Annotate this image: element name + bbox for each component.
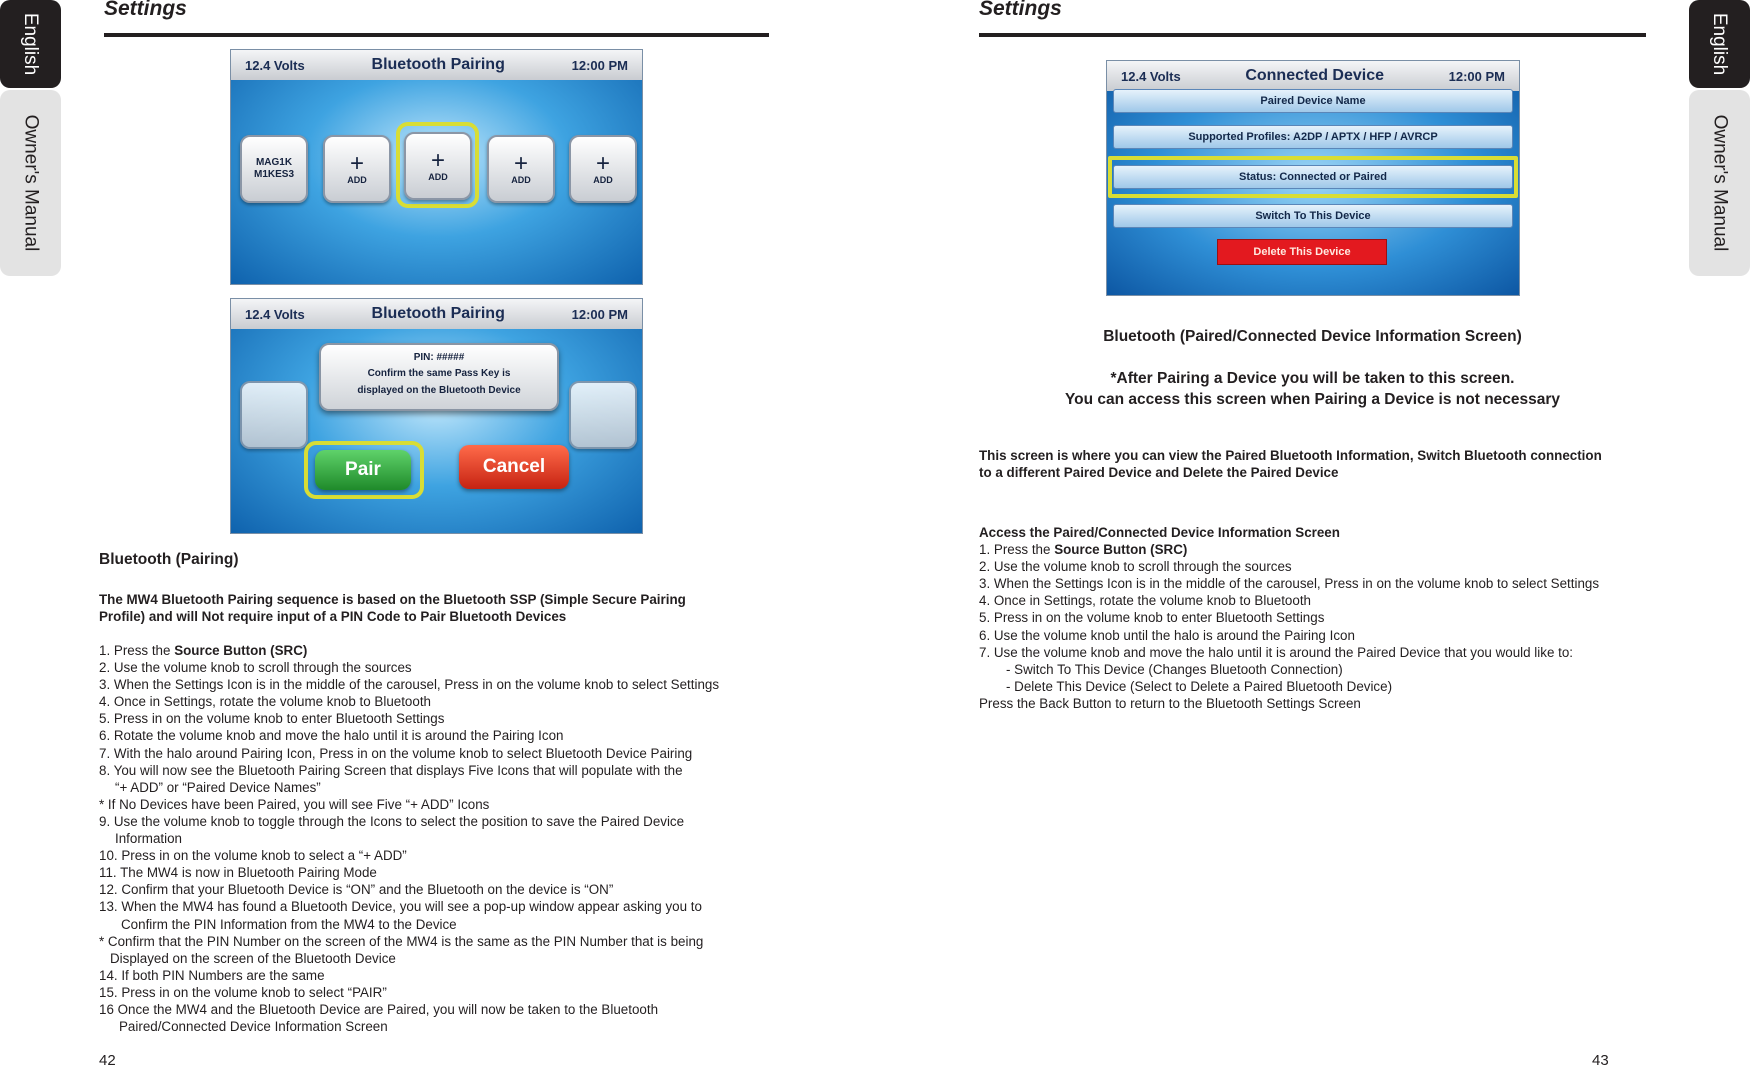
right-caption: Bluetooth (Paired/Connected Device Information Screen): [1103, 328, 1522, 345]
description-line: This screen is where you can view the Paired Bluetooth Information, Switch Bluetooth connection: [979, 448, 1602, 463]
add-device-tile[interactable]: [323, 135, 391, 203]
intro-line: The MW4 Bluetooth Pairing sequence is based on the Bluetooth SSP (Simple Secure Pairing: [99, 592, 686, 607]
left-intro: [99, 591, 686, 625]
step-line: - Delete This Device (Select to Delete a Paired Bluetooth Device): [1006, 678, 1393, 694]
tab-owners-manual-right[interactable]: [1689, 90, 1750, 276]
add-device-tile[interactable]: [487, 135, 555, 203]
right-note-line1: *After Pairing a Device you will be taken to this screen.: [1110, 370, 1515, 387]
clock-readout: 12:00 PM: [571, 57, 628, 73]
step-line: 15. Press in on the volume knob to select “PAIR”: [99, 984, 387, 1000]
step-line: 5. Press in on the volume knob to enter Bluetooth Settings: [99, 711, 445, 727]
step-line: Displayed on the screen of the Bluetooth Device: [110, 950, 396, 966]
tab-owners-manual-label: Owner's Manual: [20, 114, 42, 252]
pin-code: PIN: #####: [413, 352, 465, 363]
supported-profiles-row[interactable]: Supported Profiles: A2DP / APTX / HFP / AVRCP: [1113, 125, 1513, 149]
step-line: 14. If both PIN Numbers are the same: [99, 967, 325, 983]
step-line: 11. The MW4 is now in Bluetooth Pairing Mode: [99, 865, 377, 881]
delete-device-button[interactable]: Delete This Device: [1217, 239, 1387, 265]
step-line: 9. Use the volume knob to toggle through the Icons to select the position to save the Paired Device: [99, 813, 685, 829]
pair-button[interactable]: Pair: [315, 450, 411, 490]
screen-header: [231, 299, 642, 329]
tab-owners-manual-left[interactable]: [0, 90, 61, 276]
add-label: ADD: [347, 175, 367, 185]
left-steps: [99, 642, 719, 1035]
step-line: 5. Press in on the volume knob to enter Bluetooth Settings: [979, 610, 1325, 626]
add-device-tile[interactable]: [569, 135, 637, 203]
plus-icon: +: [513, 150, 528, 177]
add-label: ADD: [511, 175, 531, 185]
step-line: 4. Once in Settings, rotate the volume knob to Bluetooth: [99, 694, 431, 710]
step-line: 12. Confirm that your Bluetooth Device is “ON” and the Bluetooth on the device is “ON”: [99, 882, 614, 898]
tab-english-label: English: [1709, 12, 1731, 76]
bluetooth-pin-confirm-screenshot: [230, 298, 643, 534]
plus-icon: +: [595, 150, 610, 177]
clock-readout: 12:00 PM: [1448, 68, 1505, 84]
access-heading: Access the Paired/Connected Device Information Screen: [979, 525, 1340, 540]
step-line: 2. Use the volume knob to scroll through the sources: [99, 660, 412, 676]
step-line: Information: [115, 831, 182, 847]
voltage-readout: 12.4 Volts: [1121, 68, 1181, 84]
step-line: 2. Use the volume knob to scroll through the sources: [979, 559, 1292, 575]
status-row[interactable]: Status: Connected or Paired: [1113, 165, 1513, 189]
source-button-term: Source Button (SRC): [1054, 542, 1188, 558]
connected-device-screenshot: [1106, 60, 1520, 296]
tab-owners-manual-label: Owner's Manual: [1709, 114, 1731, 252]
intro-line: Profile) and will Not require input of a PIN Code to Pair Bluetooth Devices: [99, 609, 567, 625]
step-line: 6. Use the volume knob until the halo is around the Pairing Icon: [979, 627, 1355, 643]
step-line: 13. When the MW4 has found a Bluetooth Device, you will see a pop-up window appear asking you to: [99, 899, 702, 915]
screen-title: Bluetooth Pairing: [371, 56, 505, 73]
step-line: 16 Once the MW4 and the Bluetooth Device are Paired, you will now be taken to the Bluetooth: [99, 1001, 659, 1017]
step-line: 1. Press the Source Button (SRC): [99, 643, 308, 658]
step-line: 10. Press in on the volume knob to select a “+ ADD”: [99, 848, 407, 864]
right-note-line2: You can access this screen when Pairing a Device is not necessary: [1064, 391, 1561, 408]
step-line: 4. Once in Settings, rotate the volume knob to Bluetooth: [979, 593, 1311, 609]
add-label: ADD: [428, 172, 448, 182]
plus-icon: +: [430, 147, 445, 174]
tab-english-left[interactable]: [0, 0, 61, 88]
voltage-readout: 12.4 Volts: [245, 306, 305, 322]
step-line: Confirm the PIN Information from the MW4 to the Device: [121, 916, 457, 932]
step-line: 3. When the Settings Icon is in the middle of the carousel, Press in on the volume knob to select Settings: [99, 677, 720, 693]
screen-header: [1107, 61, 1519, 91]
add-device-tile[interactable]: [404, 132, 472, 200]
paired-device-name-row[interactable]: Paired Device Name: [1113, 89, 1513, 113]
step-line: 8. You will now see the Bluetooth Pairing Screen that displays Five Icons that will populate with the: [99, 762, 683, 778]
step-line: - Switch To This Device (Changes Bluetooth Connection): [1006, 661, 1343, 677]
right-title-rule: [979, 33, 1646, 37]
step-line: Paired/Connected Device Information Screen: [119, 1019, 388, 1035]
pin-confirm-popup: [319, 343, 559, 411]
bluetooth-pairing-screenshot: [230, 49, 643, 285]
source-button-term: Source Button (SRC): [174, 643, 308, 658]
description-line: to a different Paired Device and Delete the Paired Device: [979, 465, 1339, 481]
screen-title: Connected Device: [1245, 67, 1385, 84]
right-page-number: 43: [1592, 1052, 1609, 1069]
step-line: Press the Back Button to return to the Bluetooth Settings Screen: [979, 695, 1361, 711]
step-line: “+ ADD” or “Paired Device Names”: [115, 779, 321, 795]
background-add-tile: [569, 381, 637, 449]
popup-message-line1: Confirm the same Pass Key is: [367, 368, 511, 379]
right-description: [979, 447, 1602, 481]
step-line: 3. When the Settings Icon is in the middle of the carousel, Press in on the volume knob to select Settings: [979, 576, 1600, 592]
tab-english-label: English: [20, 12, 42, 76]
step-line: * Confirm that the PIN Number on the screen of the MW4 is the same as the PIN Number that is being: [99, 933, 704, 949]
cancel-button[interactable]: Cancel: [459, 445, 569, 489]
left-page-number: 42: [99, 1052, 116, 1069]
plus-icon: +: [349, 150, 364, 177]
step-line: * If No Devices have been Paired, you will see Five “+ ADD” Icons: [99, 796, 490, 812]
add-label: ADD: [593, 175, 613, 185]
device-name-line2: M1KES3: [253, 169, 294, 180]
device-name-line1: MAG1K: [255, 157, 293, 168]
step-line: 1. Press the Source Button (SRC): [979, 542, 1188, 558]
left-heading: Bluetooth (Pairing): [99, 551, 239, 568]
right-steps: [979, 524, 1599, 712]
switch-device-row[interactable]: Switch To This Device: [1113, 204, 1513, 228]
clock-readout: 12:00 PM: [571, 306, 628, 322]
right-section-title: Settings: [979, 0, 1062, 20]
screen-header: [231, 50, 642, 80]
left-section-title: Settings: [104, 0, 187, 20]
popup-message-line2: displayed on the Bluetooth Device: [357, 385, 521, 396]
left-title-rule: [104, 33, 769, 37]
background-device-tile: [240, 381, 308, 449]
step-line: 7. With the halo around Pairing Icon, Press in on the volume knob to select Bluetooth Device Pairing: [99, 745, 693, 761]
paired-device-tile[interactable]: [240, 135, 308, 203]
step-line: 6. Rotate the volume knob and move the halo until it is around the Pairing Icon: [99, 728, 564, 744]
voltage-readout: 12.4 Volts: [245, 57, 305, 73]
step-line: 7. Use the volume knob and move the halo until it is around the Paired Device that you would like to:: [979, 644, 1573, 660]
screen-title: Bluetooth Pairing: [371, 305, 505, 322]
tab-english-right[interactable]: [1689, 0, 1750, 88]
